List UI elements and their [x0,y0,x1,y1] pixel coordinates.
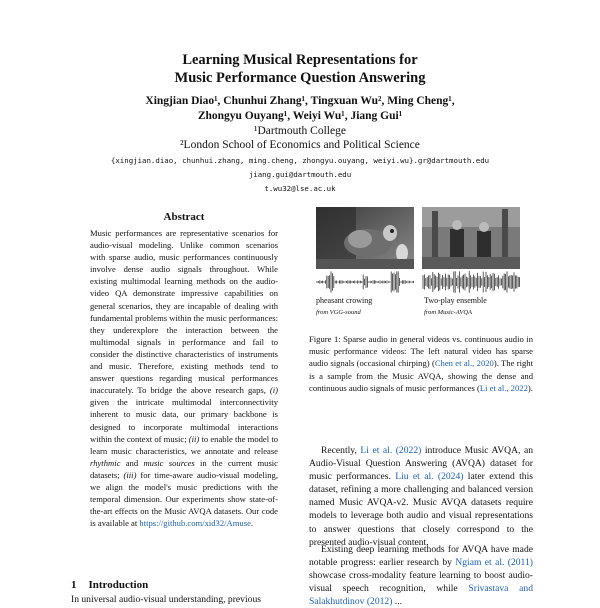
citation-link[interactable]: Li et al. (2022) [360,445,422,456]
paper-title-line-1: Learning Musical Representations for [182,52,418,68]
citation-link[interactable]: Liu et al. (2024) [395,471,464,483]
email-line-2: jiang.gui@dartmouth.edu [248,170,352,179]
author-list-line-1: Xingjian Diao¹, Chunhui Zhang¹, Tingxuan Wu², Ming Cheng¹, [145,95,455,107]
paper-title-line-2: Music Performance Question Answering [174,70,426,86]
section-heading-introduction: 1 Introduction [71,579,149,591]
citation-link[interactable]: Ngiam et al. (2011) [455,557,533,569]
author-list-line-2: Zhongyu Ouyang¹, Weiyi Wu¹, Jiang Gui¹ [197,110,403,122]
left-clip-source: from VGG-sound [316,309,361,316]
right-clip-source: from Music-AVQA [424,309,472,316]
body-paragraph-2: Existing deep learning methods for AVQA have made notable progress: earlier research by Ngiam et al. (2011) showcase cross-modality feature learning to boost audio-visual speech recognition, while Srivastava and Salakhutdinov (2012) ... [309,544,533,608]
citation-link[interactable]: Srivastava and Salakhutdinov (2012) [309,583,533,608]
affiliation-2: ²London School of Economics and Political Science [180,139,420,151]
affiliation-1: ¹Dartmouth College [254,125,346,137]
citation-link[interactable]: Li et al., 2022 [479,382,528,393]
body-paragraph-1: Recently, Li et al. (2022) introduce Music AVQA, an Audio-Visual Question Answering (AVQA) dataset for music performances. Liu et al. (2024) later extend this dataset, refining a more challenging and balanced version named Music AVQA-v2. Music AVQA datasets require models to leverage both audio and visual representations to answer questions that closely correspond to the presented audio-visual content. [309,445,533,548]
pheasant-video-frame [316,207,414,269]
code-link[interactable]: https://github.com/xid32/Amuse [139,518,251,529]
sparse-waveform [316,271,414,293]
right-clip-label: Two-play ensemble [424,296,487,305]
email-line-1: {xingjian.diao, chunhui.zhang, ming.cheng, zhongyu.ouyang, weiyi.wu}.gr@dartmouth.edu [110,156,490,165]
figure-1-caption: Figure 1: Sparse audio in general videos vs. continuous audio in music performance videos: The left natural video has sparse audio signals (occasional chirping) (Chen et al., 2020). The right is a sample from the Music AVQA, showing the dense and continuous audio signals of music performances (Li et al., 2022). [309,334,533,393]
dense-waveform [422,271,520,293]
citation-link[interactable]: Chen et al., 2020 [434,358,494,369]
ensemble-video-frame [422,207,520,269]
left-clip-label: pheasant crowing [316,296,373,305]
email-line-3: t.wu32@lse.ac.uk [264,184,336,193]
abstract-heading: Abstract [163,211,205,223]
abstract-body: Music performances are representative scenarios for audio-visual modeling. Unlike common scenarios with sparse audio, music performances continuously involve dense audio signals throughout. While existing multimodal learning methods on the audio-video QA demonstrate impressive capabilities on general scenarios, they are incapable of dealing with fundamental problems within the music performances: they underexplore the interaction between the multimodal signals in performance and fail to consider the distinctive characteristics of instruments and music. Therefore, existing methods tend to answer questions regarding musical performances inaccurately. To bridge the above research gaps, (i) given the intricate multimodal interconnectivity inherent to music data, our primary backbone is designed to incorporate multimodal interactions within the context of music; (ii) to enable the model to learn music characteristics, we annotate and release rhythmic and music sources in the current music datasets; (iii) for time-aware audio-visual modeling, we align the model's music predictions with the temporal dimension. Our experiments show state-of-the-art effects on the Music AVQA datasets. Our code is available at https://github.com/xid32/Amuse. [90,228,278,529]
intro-first-line: In universal audio-visual understanding, previous [71,594,261,605]
